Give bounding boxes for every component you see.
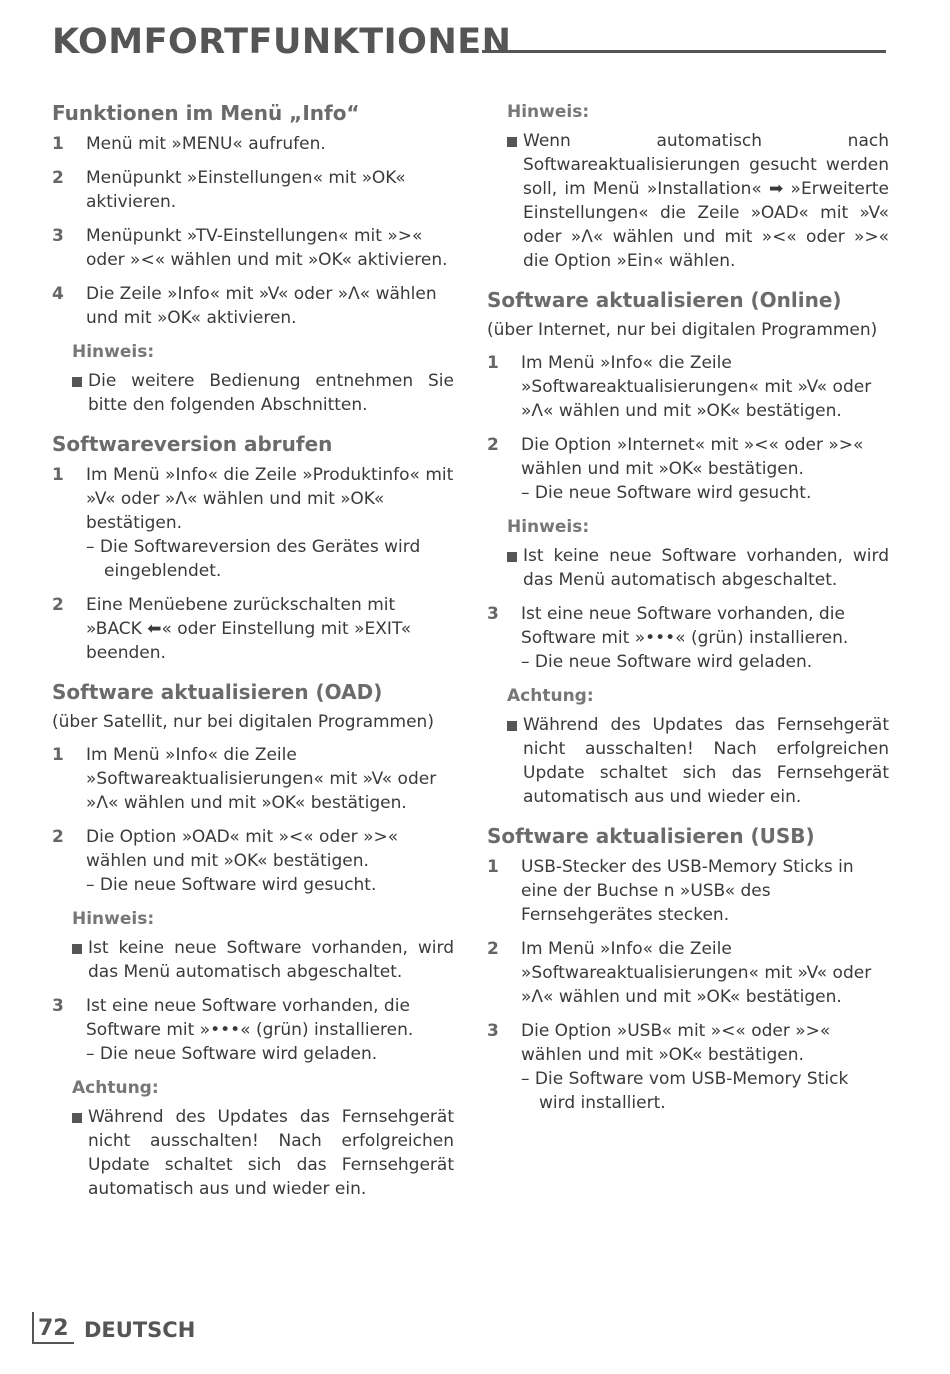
bullet-square-icon	[72, 1113, 82, 1123]
step-number: 2	[487, 939, 499, 959]
step	[52, 463, 454, 583]
note	[487, 544, 889, 592]
section-heading: Funktionen im Menü „Info“	[52, 101, 360, 125]
section-heading: Software aktualisieren (Online)	[487, 288, 842, 312]
section-heading: Software aktualisieren (OAD)	[52, 680, 383, 704]
section-info-menu	[52, 100, 454, 417]
step	[52, 224, 454, 272]
step	[52, 282, 454, 330]
bullet-square-icon	[507, 721, 517, 731]
note-heading: Hinweis:	[72, 342, 155, 362]
note-text: Ist keine neue Software vorhanden, wird das Menü automatisch abgeschaltet.	[88, 938, 454, 982]
step-number: 2	[487, 435, 499, 455]
title-rule	[482, 50, 886, 53]
step-result: – Die neue Software wird geladen.	[521, 652, 813, 672]
step-number: 1	[52, 745, 64, 765]
page-title: KOMFORTFUNKTIONEN	[52, 22, 512, 62]
warning	[52, 1105, 454, 1201]
step-text: Die Option »USB« mit »<« oder »>« wählen und mit »OK« bestätigen.	[521, 1021, 831, 1065]
step-result: – Die Softwareversion des Gerätes wird eingeblendet.	[86, 537, 421, 581]
page-number: 72	[38, 1316, 69, 1341]
right-column	[487, 100, 889, 1129]
section-subtitle: (über Satellit, nur bei digitalen Programmen)	[52, 712, 434, 732]
step	[487, 351, 889, 423]
step-number: 3	[487, 604, 499, 624]
section-update-online	[487, 287, 889, 809]
step	[487, 937, 889, 1009]
step-number: 1	[52, 465, 64, 485]
note-text: Die weitere Bedienung entnehmen Sie bitte den folgenden Abschnitten.	[88, 371, 454, 415]
step-result: – Die neue Software wird gesucht.	[86, 875, 377, 895]
step	[52, 994, 454, 1066]
section-update-oad	[52, 679, 454, 1201]
bullet-square-icon	[72, 377, 82, 387]
step-number: 3	[52, 996, 64, 1016]
note	[52, 369, 454, 417]
step-number: 2	[52, 595, 64, 615]
footer-underline	[32, 1342, 74, 1344]
step	[52, 825, 454, 897]
step-result: – Die Software vom USB-Memory Stick wird installiert.	[521, 1069, 849, 1113]
step	[487, 855, 889, 927]
warning-text: Während des Updates das Fernsehgerät nicht ausschalten! Nach erfolgreichen Update schaltet sich das Fernsehgerät automatisch aus und wieder ein.	[523, 715, 889, 807]
left-column	[52, 100, 454, 1215]
step-text: Menüpunkt »Einstellungen« mit »OK« aktivieren.	[86, 168, 406, 212]
step-text: Im Menü »Info« die Zeile »Produktinfo« mit »V« oder »Λ« wählen und mit »OK« bestätigen.	[86, 465, 454, 533]
section-update-usb	[487, 823, 889, 1115]
step-number: 3	[52, 226, 64, 246]
step	[52, 132, 454, 156]
note	[487, 129, 889, 273]
bullet-square-icon	[507, 137, 517, 147]
warning-heading: Achtung:	[72, 1078, 159, 1098]
note-text: Wenn automatisch nach Softwareaktualisierungen gesucht werden soll, im Menü »Installation« ➡ »Erweiterte Einstellungen« die Zeile »OAD« mit »V« oder »Λ« wählen und mit »<« oder »>« die Option »Ein« wählen.	[523, 131, 889, 271]
step-number: 2	[52, 827, 64, 847]
footer-rule	[32, 1312, 34, 1344]
step-number: 1	[487, 857, 499, 877]
step	[487, 1019, 889, 1115]
note-heading: Hinweis:	[72, 909, 155, 929]
bullet-square-icon	[507, 552, 517, 562]
step	[487, 433, 889, 505]
step	[487, 602, 889, 674]
step-result: – Die neue Software wird geladen.	[86, 1044, 378, 1064]
step-text: Ist eine neue Software vorhanden, die Software mit »•••« (grün) installieren.	[521, 604, 849, 648]
step-text: Ist eine neue Software vorhanden, die Software mit »•••« (grün) installieren.	[86, 996, 414, 1040]
step-number: 2	[52, 168, 64, 188]
note-text: Ist keine neue Software vorhanden, wird das Menü automatisch abgeschaltet.	[523, 546, 889, 590]
step-text: USB-Stecker des USB-Memory Sticks in eine der Buchse n »USB« des Fernsehgerätes stecken.	[521, 857, 854, 925]
step-text: Im Menü »Info« die Zeile »Softwareaktualisierungen« mit »V« oder »Λ« wählen und mit »OK« bestätigen.	[86, 745, 437, 813]
step-text: Die Option »OAD« mit »<« oder »>« wählen und mit »OK« bestätigen.	[86, 827, 399, 871]
section-oad-note	[487, 100, 889, 273]
step-text: Die Zeile »Info« mit »V« oder »Λ« wählen und mit »OK« aktivieren.	[86, 284, 437, 328]
step	[52, 166, 454, 214]
footer-language: DEUTSCH	[84, 1318, 196, 1342]
step-result: – Die neue Software wird gesucht.	[521, 483, 812, 503]
step-text: Menü mit »MENU« aufrufen.	[86, 134, 326, 154]
warning-heading: Achtung:	[507, 686, 594, 706]
step-number: 4	[52, 284, 64, 304]
note-heading: Hinweis:	[507, 102, 590, 122]
section-subtitle: (über Internet, nur bei digitalen Programmen)	[487, 320, 878, 340]
step-text: Im Menü »Info« die Zeile »Softwareaktualisierungen« mit »V« oder »Λ« wählen und mit »OK« bestätigen.	[521, 353, 872, 421]
step-text: Im Menü »Info« die Zeile »Softwareaktualisierungen« mit »V« oder »Λ« wählen und mit »OK« bestätigen.	[521, 939, 872, 1007]
section-heading: Softwareversion abrufen	[52, 432, 333, 456]
step-number: 1	[487, 353, 499, 373]
step	[52, 743, 454, 815]
step-text: Die Option »Internet« mit »<« oder »>« wählen und mit »OK« bestätigen.	[521, 435, 864, 479]
section-software-version	[52, 431, 454, 665]
warning-text: Während des Updates das Fernsehgerät nicht ausschalten! Nach erfolgreichen Update schaltet sich das Fernsehgerät automatisch aus und wieder ein.	[88, 1107, 454, 1199]
warning	[487, 713, 889, 809]
step-number: 1	[52, 134, 64, 154]
section-heading: Software aktualisieren (USB)	[487, 824, 815, 848]
bullet-square-icon	[72, 944, 82, 954]
note-heading: Hinweis:	[507, 517, 590, 537]
step-text: Menüpunkt »TV-Einstellungen« mit »>« oder »<« wählen und mit »OK« aktivieren.	[86, 226, 448, 270]
note	[52, 936, 454, 984]
step-number: 3	[487, 1021, 499, 1041]
step	[52, 593, 454, 665]
step-text: Eine Menüebene zurückschalten mit »BACK ⬅« oder Einstellung mit »EXIT« beenden.	[86, 595, 412, 663]
